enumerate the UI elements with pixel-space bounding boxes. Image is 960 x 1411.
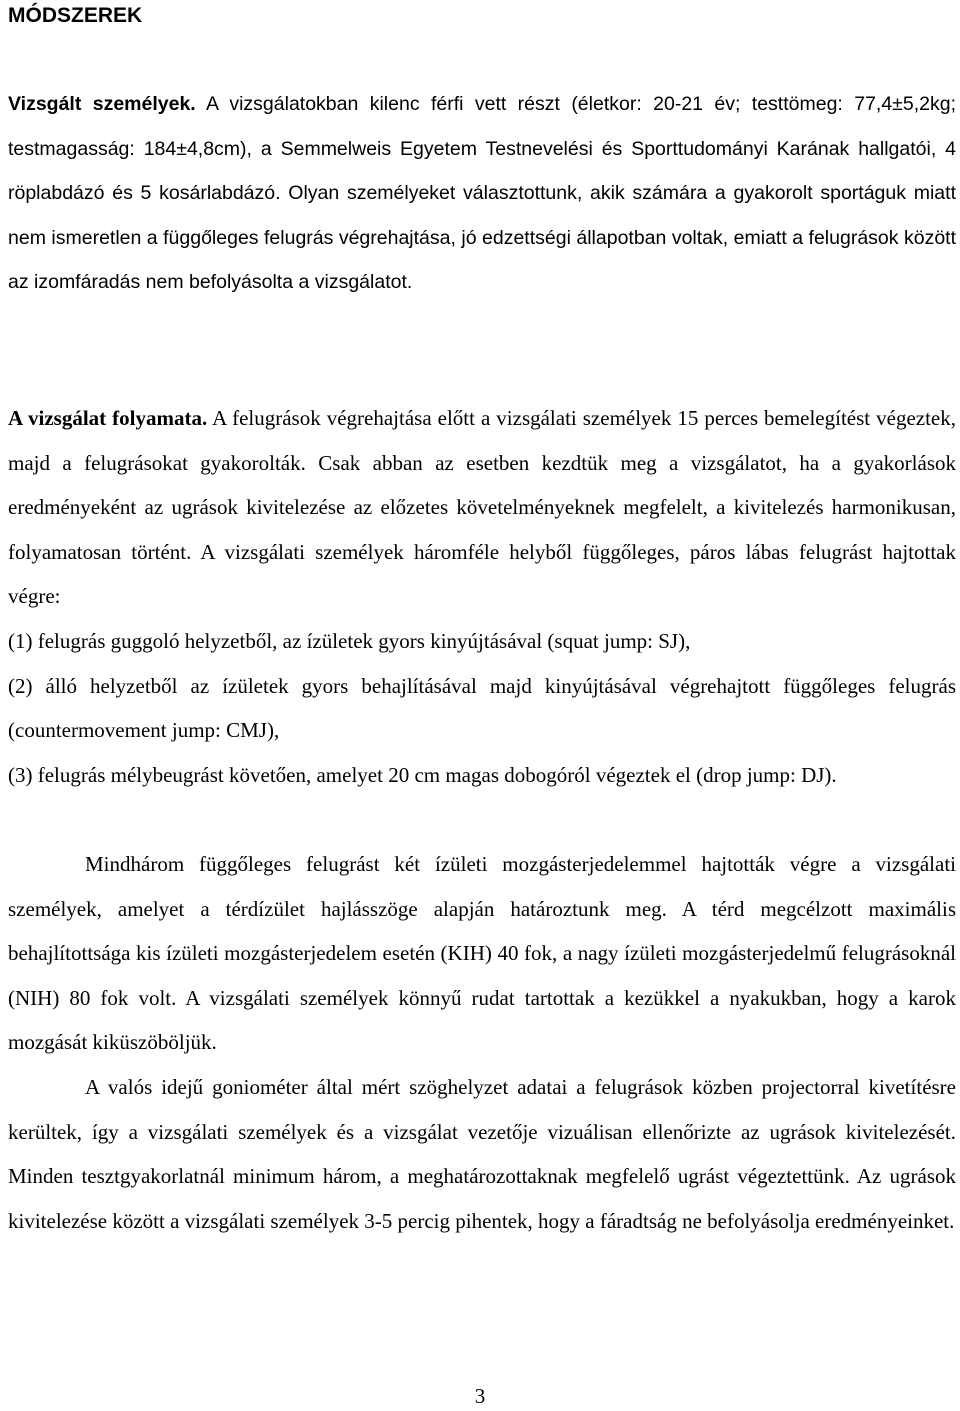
- subjects-lead: Vizsgált személyek.: [8, 93, 196, 115]
- procedure-paragraph: [8, 396, 956, 797]
- page-number: 3: [474, 1384, 486, 1408]
- range-of-motion-paragraph: Mindhárom függőleges felugrást két ízületi mozgásterjedelemmel hajtották végre a vizsgálati személyek, amelyet a térdízület hajlásszöge alapján határoztunk meg. A térd megcélzott maximális behajlítottsága kis ízületi mozgásterjedelem esetén (KIH) 40 fok, a nagy ízületi mozgásterjedelmű felugrásoknál (NIH) 80 fok volt. A vizsgálati személyek könnyű rudat tartottak a kezükkel a nyakukban, hogy a karok mozgását kiküszöböljük.: [8, 852, 956, 1055]
- subjects-text: A vizsgálatokban kilenc férfi vett részt (életkor: 20-21 év; testtömeg: 77,4±5,2kg; testmagasság: 184±4,8cm), a Semmelweis Egyetem Testnevelési és Sporttudományi Karának hallgatói, 4 röplabdázó és 5 kosárlabdázó. Olyan személyeket választottunk, akik számára a gyakorolt sportáguk miatt nem ismeretlen a függőleges felugrás végrehajtása, jó edzettségi állapotban voltak, emiatt a felugrások között az izomfáradás nem befolyásolta a vizsgálatot.: [8, 93, 957, 294]
- procedure-item-squat-jump: (1) felugrás guggoló helyzetből, az ízületek gyors kinyújtásával (squat jump: SJ),: [8, 628, 691, 653]
- section-heading: MÓDSZEREK: [8, 4, 143, 27]
- procedure-item-countermovement-jump: (2) álló helyzetből az ízületek gyors behajlításával majd kinyújtásával végrehajtott függőleges felugrás (countermovement jump: CMJ),: [8, 673, 956, 743]
- procedure-lead: A vizsgálat folyamata.: [8, 406, 208, 430]
- procedure-text: A felugrások végrehajtása előtt a vizsgálati személyek 15 perces bemelegítést végeztek, majd a felugrásokat gyakorolták. Csak abban az esetben kezdtük meg a vizsgálatot, ha a gyakorlások eredményeként az ugrások kivitelezése az előzetes követelményeknek megfelelt, a kivitelezés harmonikusan, folyamatosan történt. A vizsgálati személyek háromféle helyből függőleges, páros lábas felugrást hajtottak végre:: [8, 406, 956, 609]
- procedure-item-drop-jump: (3) felugrás mélybeugrást követően, amelyet 20 cm magas dobogóról végeztek el (drop jump: DJ).: [8, 762, 837, 787]
- goniometer-paragraph: A valós idejű goniométer által mért szöghelyzet adatai a felugrások közben projectorral kivetítésre kerültek, így a vizsgálati személyek és a vizsgálat vezetője vizuálisan ellenőrizte az ugrások kivitelezését. Minden tesztgyakorlatnál minimum három, a meghatározottaknak megfelelő ugrást végeztettünk. Az ugrások kivitelezése között a vizsgálati személyek 3-5 percig pihentek, hogy a fáradtság ne befolyásolja eredményeinket.: [8, 1075, 956, 1233]
- subjects-paragraph: [8, 82, 956, 305]
